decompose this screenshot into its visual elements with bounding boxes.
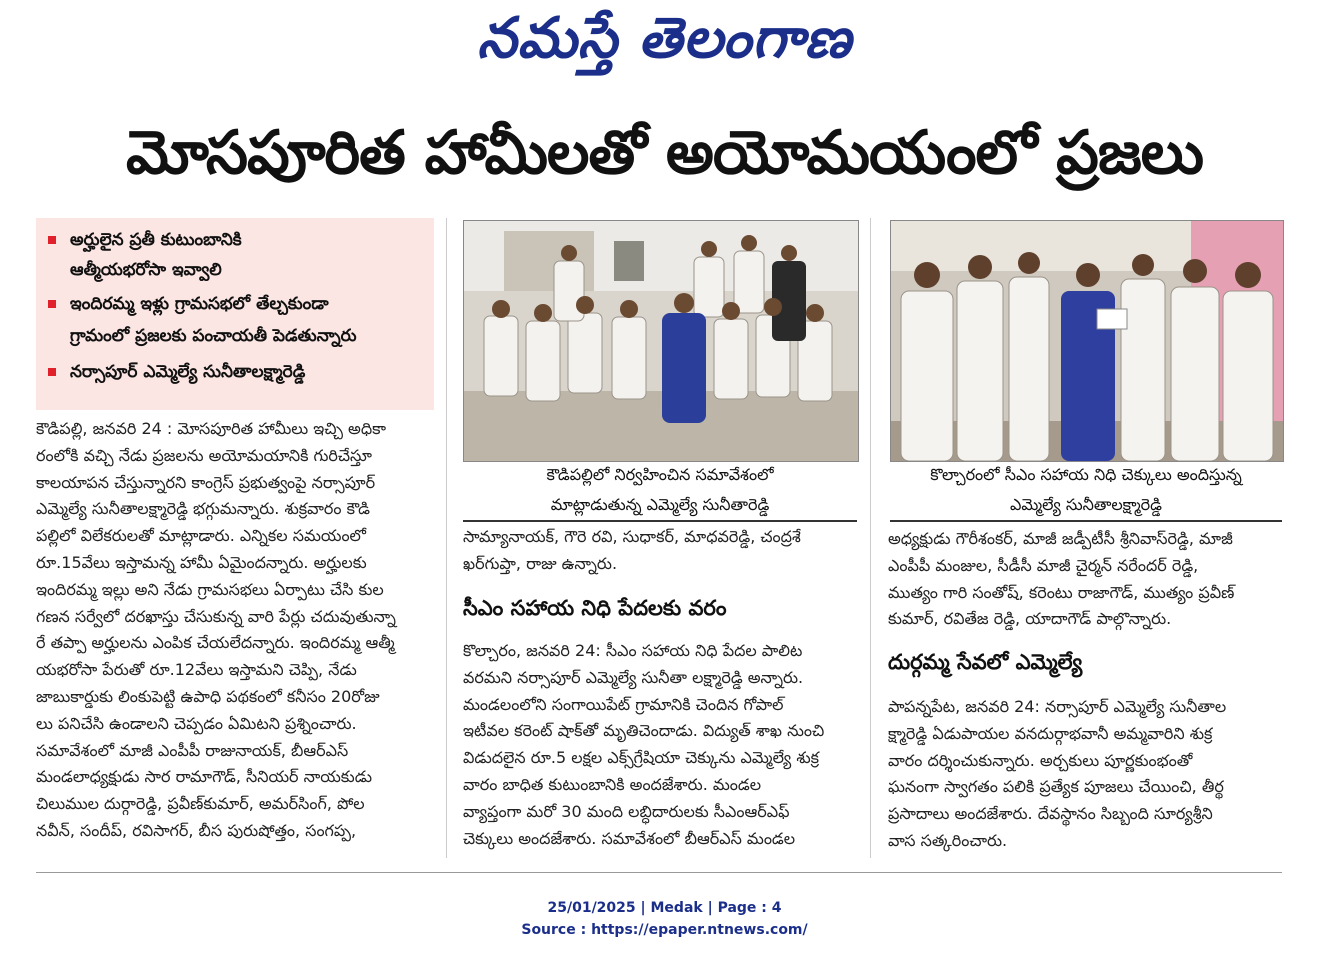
- text-line: లు పనిచేసి ఉండాలని చెప్పడం ఏమిటని ప్రశ్నించారు.: [36, 713, 357, 733]
- footer-source-link[interactable]: Source : https://epaper.ntnews.com/: [521, 922, 808, 938]
- headline: మోసపూరిత హామీలతో అయోమయంలో ప్రజలు: [125, 118, 1203, 188]
- text-line: జాబుకార్డుకు లింకుపెట్టి ఉపాధి పథకంలో కనీసం 20రోజు: [36, 686, 380, 706]
- caption-line: మాట్లాడుతున్న ఎమ్మెల్యే సునీతారెడ్డి: [550, 495, 770, 514]
- highlight-item-cont: ఆత్మీయభరోసా ఇవ్వాలి: [70, 260, 222, 280]
- bullet-icon: [48, 300, 56, 308]
- text-line: చిలుముల దుర్గారెడ్డి, ప్రవీణ్‌కుమార్, అమర్‌సింగ్, పోల: [36, 794, 365, 814]
- meeting-photo-image: [464, 221, 858, 461]
- text-line: ఘనంగా స్వాగతం పలికి ప్రత్యేక పూజలు చేయించి, తీర్థ: [888, 777, 1224, 797]
- footer-date-page: 25/01/2025 | Medak | Page : 4: [547, 900, 782, 916]
- cheque-photo-image: [891, 221, 1283, 461]
- text-line: ఇటీవల కరెంట్ షాక్‌తో మృతిచెందాడు. విద్యుత్ శాఖ నుంచి: [463, 721, 825, 741]
- text-line: చెక్కులు అందజేశారు. సమావేశంలో బీఆర్ఎస్ మండల: [463, 828, 796, 848]
- highlight-item: అర్హులైన ప్రతీ కుటుంబానికి: [48, 230, 242, 254]
- footer-divider: [36, 872, 1282, 873]
- highlight-item: ఇందిరమ్మ ఇళ్లు గ్రామసభలో తేల్చకుండా: [48, 294, 329, 318]
- text-line: సమావేశంలో మాజీ ఎంపీపీ రాజునాయక్, బీఆర్ఎస్: [36, 740, 349, 760]
- text-line: వరమని నర్సాపూర్ ఎమ్మెల్యే సునీతా లక్ష్మారెడ్డి అన్నారు.: [463, 667, 804, 687]
- bullet-icon: [48, 368, 56, 376]
- text-line: రే తప్పా అర్హులను ఎంపిక చేయలేదన్నారు. ఇందిరమ్మ ఆత్మీ: [36, 633, 395, 653]
- article-column-3-top: [888, 526, 1284, 633]
- photo-caption: [463, 460, 857, 522]
- text-line: రూ.15వేలు ఇస్తామన్న హామీ ఏమైందన్నారు. అర్హులకు: [36, 552, 367, 572]
- text-line: మండలంలోని సంగాయిపేట్ గ్రామానికి చెందిన గోపాల్: [463, 694, 784, 714]
- article-column-1: [36, 416, 436, 845]
- text-line: విడుదలైన రూ.5 లక్షల ఎక్స్‌గ్రేషియా చెక్కును ఎమ్మెల్యే శుక్ర: [463, 748, 820, 768]
- highlights-box: [36, 218, 434, 410]
- text-line: రంలోకి వచ్చి నేడు ప్రజలను అయోమయానికి గురిచేస్తూ: [36, 445, 372, 465]
- text-line: పల్లిలో విలేకరులతో మాట్లాడారు. ఎన్నికల సమయంలో: [36, 526, 367, 546]
- text-line: యభరోసా పేరుతో రూ.12వేలు ఇస్తామని చెప్పి, నేడు: [36, 660, 357, 680]
- bullet-icon: [48, 236, 56, 244]
- text-line: వ్యాప్తంగా మరో 30 మంది లబ్ధిదారులకు సీఎంఆర్ఎఫ్: [463, 801, 790, 821]
- cheque-distribution-photo: [890, 220, 1284, 462]
- text-line: ఎంపీపీ మంజుల, సీడీసీ మాజీ చైర్మన్ నరేందర్ రెడ్డి,: [888, 555, 1199, 575]
- text-line: అధ్యక్షుడు గౌరీశంకర్, మాజీ జడ్పీటీసీ శ్రీనివాస్‌రెడ్డి, మాజీ: [888, 529, 1233, 548]
- text-line: వారం బాధిత కుటుంబానికి అందజేశారు. మండల: [463, 774, 762, 794]
- text-line: వాస సత్కరించారు.: [888, 830, 1008, 850]
- text-line: గణన సర్వేలో దరఖాస్తు చేసుకున్న వారి పేర్లు చదువుతున్నా: [36, 606, 396, 626]
- subheading: సీఎం సహాయ నిధి పేదలకు వరం: [463, 596, 727, 620]
- text-line: క్ష్మారెడ్డి ఏడుపాయల వనదుర్గాభవానీ అమ్మవారిని శుక్ర: [888, 723, 1213, 743]
- text-line: సామ్యానాయక్, గౌరె రవి, సుధాకర్, మాధవరెడ్డి, చంద్రశే: [463, 527, 801, 546]
- text-line: మండలాధ్యక్షుడు సార రామాగౌడ్, సీనియర్ నాయకుడు: [36, 767, 373, 787]
- text-line: ఇందిరమ్మ ఇల్లు అని నేడు గ్రామసభలు ఏర్పాటు చేసి కుల: [36, 579, 384, 599]
- text-line: కుమార్, రవితేజ రెడ్డి, యాదాగౌడ్ పాల్గొన్నారు.: [888, 609, 1172, 629]
- article-column-3-body: [888, 694, 1284, 855]
- highlight-item: నర్సాపూర్ ఎమ్మెల్యే సునీతాలక్ష్మారెడ్డి: [48, 362, 305, 386]
- text-line: కాలయాపన చేస్తున్నారని కాంగ్రెస్ ప్రభుత్వంపై నర్సాపూర్: [36, 472, 376, 492]
- caption-line: ఎమ్మెల్యే సునీతాలక్ష్మారెడ్డి: [1010, 495, 1162, 514]
- text-line: ఎమ్మెల్యే సునీతాలక్ష్మారెడ్డి భగ్గుమన్నారు. శుక్రవారం కౌడి: [36, 499, 370, 519]
- article-column-2-top: [463, 524, 859, 578]
- text-line: పాపన్నపేట, జనవరి 24: నర్సాపూర్ ఎమ్మెల్యే సునీతాల: [888, 697, 1227, 716]
- subheading: దుర్గమ్మ సేవలో ఎమ్మెల్యే: [888, 650, 1083, 674]
- caption-line: కొల్చారంలో సీఎం సహాయ నిధి చెక్కులు అందిస్తున్న: [930, 465, 1242, 484]
- text-line: ముత్యం గారి సంతోష్, కరెంటు రాజాగౌడ్, ముత్యం ప్రవీణ్: [888, 582, 1235, 602]
- photo-caption: [890, 460, 1282, 522]
- meeting-photo: [463, 220, 859, 462]
- text-line: వారం దర్శించుకున్నారు. అర్చకులు పూర్ణకుంభంతో: [888, 750, 1193, 770]
- text-line: కౌడిపల్లి, జనవరి 24 : మోసపూరిత హామీలు ఇచ్చి అధికా: [36, 419, 387, 438]
- text-line: కొల్చారం, జనవరి 24: సీఎం సహాయ నిధి పేదల పాలిట: [463, 641, 803, 660]
- caption-line: కౌడిపల్లిలో నిర్వహించిన సమావేశంలో: [546, 465, 774, 484]
- text-line: ఖర్‌గుప్తా, రాజు ఉన్నారు.: [463, 553, 618, 573]
- highlight-item-cont: గ్రామంలో ప్రజలకు పంచాయతీ పెడతున్నారు: [70, 326, 357, 346]
- text-line: నవీన్, సందీప్, రవిసాగర్, బీస పురుషోత్తం, సంగప్ప,: [36, 820, 357, 840]
- article-column-2-body: [463, 638, 859, 852]
- text-line: ప్రసాదాలు అందజేశారు. దేవస్థానం సిబ్బంది సూర్యశ్రీని: [888, 804, 1213, 824]
- masthead-logo: నమస్తే తెలంగాణ: [477, 6, 852, 71]
- column-divider: [870, 218, 871, 858]
- column-divider: [446, 218, 447, 858]
